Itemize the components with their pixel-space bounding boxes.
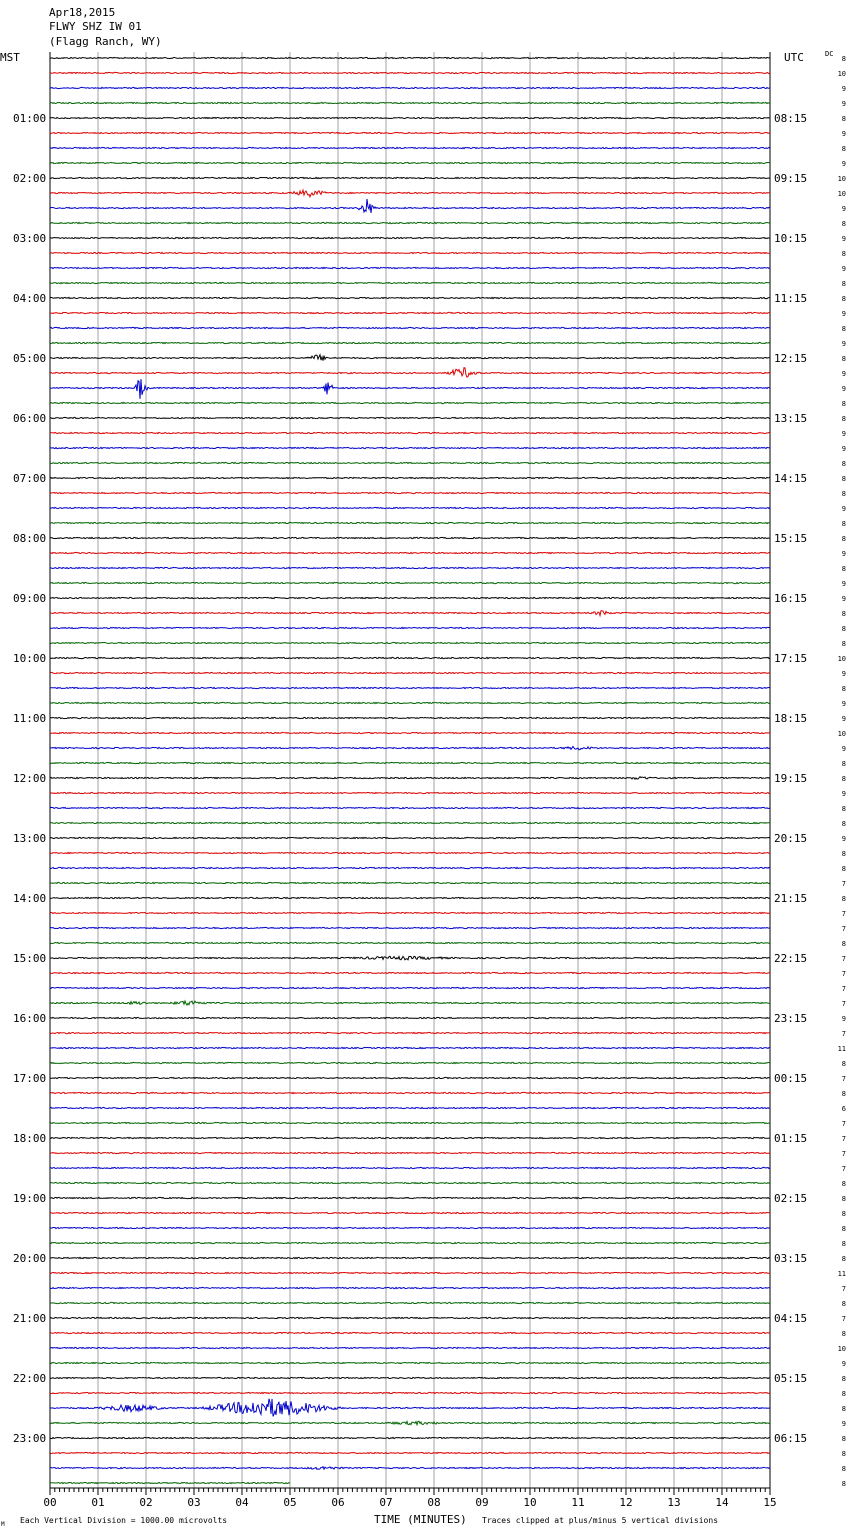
trace-row: [50, 1227, 770, 1228]
trace-row: [50, 837, 770, 838]
dc-offset-label: 8: [841, 1180, 846, 1188]
trace-row: [50, 252, 770, 253]
dc-offset-label: 8: [841, 280, 846, 288]
clip-note: Traces clipped at plus/minus 5 vertical divisions: [482, 1516, 719, 1525]
mst-hour-label: 06:00: [13, 412, 47, 425]
dc-offset-label: 8: [841, 1210, 846, 1218]
mst-hour-label: 12:00: [13, 772, 47, 785]
mst-hour-label: 10:00: [13, 652, 47, 665]
trace-row: [50, 162, 770, 163]
dc-offset-label: 8: [841, 460, 846, 468]
x-tick-label: 12: [619, 1496, 633, 1509]
dc-offset-label: 8: [841, 820, 846, 828]
right-timezone-label: UTC: [784, 51, 804, 64]
dc-offset-label: 8: [841, 610, 846, 618]
dc-offset-label: 7: [841, 1000, 846, 1008]
trace-row: [50, 717, 770, 718]
trace-row: [50, 912, 770, 913]
utc-hour-label: 05:15: [774, 1372, 808, 1385]
dc-offset-label: 9: [841, 430, 846, 438]
dc-offset-label: 7: [841, 1150, 846, 1158]
dc-offset-label: 9: [841, 550, 846, 558]
x-tick-label: 10: [523, 1496, 537, 1509]
trace-row: [50, 282, 770, 283]
utc-hour-label: 13:15: [774, 412, 808, 425]
mst-hour-labels: [13, 112, 46, 1445]
trace-row: [50, 882, 770, 883]
dc-offset-label: 8: [841, 1480, 846, 1488]
trace-row: [50, 611, 770, 616]
trace-row: [50, 822, 770, 823]
utc-hour-label: 16:15: [774, 592, 808, 605]
trace-row: [50, 477, 770, 478]
utc-hour-label: 06:15: [774, 1432, 808, 1445]
utc-hour-label: 10:15: [774, 232, 808, 245]
trace-row: [50, 1032, 770, 1033]
trace-row: [50, 432, 770, 433]
trace-row: [50, 117, 770, 118]
utc-hour-label: 23:15: [774, 1012, 808, 1025]
x-tick-label: 06: [331, 1496, 345, 1509]
trace-row: [50, 642, 770, 643]
trace-row: [50, 747, 770, 750]
trace-row: [50, 1122, 770, 1123]
trace-row: [50, 1347, 770, 1348]
mst-hour-label: 19:00: [13, 1192, 47, 1205]
trace-row: [50, 1197, 770, 1198]
utc-hour-label: 02:15: [774, 1192, 808, 1205]
dc-offset-label: 6: [841, 1105, 846, 1113]
trace-row: [50, 355, 770, 361]
left-timezone-label: MST: [0, 51, 20, 64]
seismic-traces: [50, 57, 770, 1483]
trace-row: [50, 987, 770, 988]
x-tick-label: 05: [283, 1496, 297, 1509]
trace-row: [50, 1182, 770, 1183]
trace-row: [50, 1212, 770, 1213]
dc-offset-label: 8: [841, 1375, 846, 1383]
dc-offset-label: 9: [841, 745, 846, 753]
mst-hour-label: 23:00: [13, 1432, 47, 1445]
dc-offset-label: 7: [841, 1075, 846, 1083]
trace-row: [50, 1452, 770, 1453]
mst-hour-label: 15:00: [13, 952, 47, 965]
dc-offset-label: 8: [841, 565, 846, 573]
trace-row: [50, 1272, 770, 1273]
x-tick-label: 02: [139, 1496, 153, 1509]
trace-row: [50, 867, 770, 868]
x-tick-label: 03: [187, 1496, 201, 1509]
dc-offset-label: 9: [841, 85, 846, 93]
dc-offset-label: 10: [837, 1345, 846, 1353]
dc-offset-label: 7: [841, 955, 846, 963]
dc-offset-label: 8: [841, 415, 846, 423]
trace-row: [50, 507, 770, 508]
dc-offset-label: 9: [841, 505, 846, 513]
utc-hour-label: 04:15: [774, 1312, 808, 1325]
trace-row: [50, 672, 770, 673]
trace-row: [50, 312, 770, 313]
dc-offset-label: 8: [841, 1195, 846, 1203]
dc-offset-label: 8: [841, 1405, 846, 1413]
trace-row: [50, 582, 770, 583]
dc-offset-label: 9: [841, 835, 846, 843]
dc-offset-label: 10: [837, 190, 846, 198]
mst-hour-label: 07:00: [13, 472, 47, 485]
dc-offset-label: 10: [837, 70, 846, 78]
utc-hour-label: 18:15: [774, 712, 808, 725]
x-axis-title: TIME (MINUTES): [374, 1513, 467, 1526]
utc-hour-label: 22:15: [774, 952, 808, 965]
dc-offset-label: 8: [841, 805, 846, 813]
trace-row: [50, 368, 770, 378]
dc-offset-label: 8: [841, 220, 846, 228]
trace-row: [50, 1421, 770, 1425]
dc-offset-label: 7: [841, 925, 846, 933]
mst-hour-label: 22:00: [13, 1372, 47, 1385]
dc-offset-label: 9: [841, 715, 846, 723]
dc-column-label: DC: [825, 50, 834, 58]
trace-row: [50, 732, 770, 733]
trace-row: [50, 927, 770, 928]
trace-row: [50, 1377, 770, 1378]
mst-hour-label: 01:00: [13, 112, 47, 125]
dc-offset-label: 9: [841, 160, 846, 168]
trace-row: [50, 777, 770, 780]
utc-hour-label: 11:15: [774, 292, 808, 305]
dc-offset-label: 8: [841, 640, 846, 648]
dc-offset-label: 8: [841, 1225, 846, 1233]
x-tick-label: 07: [379, 1496, 393, 1509]
trace-row: [50, 627, 770, 628]
dc-offset-label: 9: [841, 670, 846, 678]
trace-row: [50, 807, 770, 808]
dc-offset-label: 8: [841, 1060, 846, 1068]
trace-row: [50, 72, 770, 73]
mst-hour-label: 18:00: [13, 1132, 47, 1145]
mst-hour-label: 13:00: [13, 832, 47, 845]
trace-row: [50, 1302, 770, 1303]
dc-offset-label: 8: [841, 1465, 846, 1473]
dc-offset-label: 9: [841, 310, 846, 318]
utc-hour-label: 15:15: [774, 532, 808, 545]
trace-row: [50, 57, 770, 58]
trace-row: [50, 147, 770, 148]
x-tick-label: 00: [43, 1496, 57, 1509]
dc-offset-label: 8: [841, 685, 846, 693]
dc-offset-label: 8: [841, 760, 846, 768]
dc-offset-label: 11: [837, 1270, 846, 1278]
trace-row: [50, 1467, 770, 1470]
x-tick-label: 15: [763, 1496, 777, 1509]
x-tick-label: 14: [715, 1496, 729, 1509]
dc-offset-column: [838, 55, 846, 1488]
dc-offset-label: 8: [841, 1435, 846, 1443]
trace-row: [50, 1047, 770, 1048]
trace-row: [50, 402, 770, 403]
utc-hour-label: 17:15: [774, 652, 808, 665]
trace-row: [50, 972, 770, 973]
dc-offset-label: 9: [841, 100, 846, 108]
dc-offset-label: 9: [841, 790, 846, 798]
dc-offset-label: 8: [841, 865, 846, 873]
trace-row: [50, 1392, 770, 1393]
dc-offset-label: 8: [841, 355, 846, 363]
dc-offset-label: 9: [841, 1420, 846, 1428]
trace-row: [50, 102, 770, 103]
dc-offset-label: 8: [841, 1090, 846, 1098]
dc-offset-label: 8: [841, 55, 846, 63]
time-axis: [43, 1488, 776, 1509]
utc-hour-label: 09:15: [774, 172, 808, 185]
trace-row: [50, 1062, 770, 1063]
trace-row: [50, 132, 770, 133]
dc-offset-label: 8: [841, 145, 846, 153]
trace-row: [50, 762, 770, 763]
trace-row: [50, 1287, 770, 1288]
trace-row: [50, 956, 770, 960]
utc-hour-label: 20:15: [774, 832, 808, 845]
utc-hour-label: 01:15: [774, 1132, 808, 1145]
utc-hour-label: 19:15: [774, 772, 808, 785]
dc-offset-label: 7: [841, 1285, 846, 1293]
trace-row: [50, 1017, 770, 1018]
trace-row: [50, 1482, 290, 1483]
trace-row: [50, 267, 770, 268]
utc-hour-label: 12:15: [774, 352, 808, 365]
trace-row: [50, 417, 770, 418]
dc-offset-label: 8: [841, 115, 846, 123]
dc-offset-label: 8: [841, 1450, 846, 1458]
x-tick-label: 13: [667, 1496, 681, 1509]
mst-hour-label: 05:00: [13, 352, 47, 365]
dc-offset-label: 7: [841, 970, 846, 978]
mst-hour-label: 08:00: [13, 532, 47, 545]
mst-hour-label: 20:00: [13, 1252, 47, 1265]
dc-offset-label: 8: [841, 1390, 846, 1398]
dc-offset-label: 11: [837, 1045, 846, 1053]
dc-offset-label: 9: [841, 1015, 846, 1023]
trace-row: [50, 1001, 770, 1005]
trace-row: [50, 447, 770, 448]
dc-offset-label: 8: [841, 775, 846, 783]
trace-row: [50, 552, 770, 553]
x-tick-label: 01: [91, 1496, 105, 1509]
dc-offset-label: 7: [841, 1135, 846, 1143]
dc-offset-label: 9: [841, 205, 846, 213]
trace-row: [50, 492, 770, 493]
dc-offset-label: 8: [841, 475, 846, 483]
x-tick-label: 08: [427, 1496, 441, 1509]
trace-row: [50, 1242, 770, 1243]
utc-hour-label: 08:15: [774, 112, 808, 125]
dc-offset-label: 9: [841, 340, 846, 348]
dc-offset-label: 7: [841, 1165, 846, 1173]
trace-row: [50, 1257, 770, 1258]
trace-row: [50, 177, 770, 178]
trace-row: [50, 702, 770, 703]
dc-offset-label: 7: [841, 985, 846, 993]
dc-offset-label: 10: [837, 175, 846, 183]
dc-offset-label: 8: [841, 940, 846, 948]
trace-row: [50, 297, 770, 298]
trace-row: [50, 87, 770, 88]
trace-row: [50, 342, 770, 343]
dc-offset-label: 8: [841, 625, 846, 633]
mst-hour-label: 16:00: [13, 1012, 47, 1025]
trace-row: [50, 852, 770, 853]
trace-row: [50, 567, 770, 568]
mst-hour-label: 09:00: [13, 592, 47, 605]
trace-row: [50, 327, 770, 328]
dc-offset-label: 9: [841, 445, 846, 453]
dc-offset-label: 7: [841, 880, 846, 888]
trace-row: [50, 942, 770, 943]
trace-row: [50, 237, 770, 238]
trace-row: [50, 222, 770, 223]
dc-offset-label: 8: [841, 850, 846, 858]
dc-offset-label: 7: [841, 1030, 846, 1038]
header-date: Apr18,2015: [49, 6, 116, 19]
x-tick-label: 11: [571, 1496, 585, 1509]
trace-row: [50, 897, 770, 898]
utc-hour-label: 21:15: [774, 892, 808, 905]
dc-offset-label: 8: [841, 295, 846, 303]
trace-row: [50, 462, 770, 463]
trace-row: [50, 792, 770, 793]
dc-offset-label: 7: [841, 1120, 846, 1128]
dc-offset-label: 8: [841, 1240, 846, 1248]
trace-row: [50, 657, 770, 658]
mst-hour-label: 03:00: [13, 232, 47, 245]
dc-offset-label: 7: [841, 910, 846, 918]
dc-offset-label: 9: [841, 595, 846, 603]
mst-hour-label: 11:00: [13, 712, 47, 725]
trace-row: [50, 1167, 770, 1168]
dc-offset-label: 8: [841, 1330, 846, 1338]
utc-hour-label: 03:15: [774, 1252, 808, 1265]
dc-offset-label: 8: [841, 325, 846, 333]
trace-row: [50, 1399, 770, 1417]
dc-offset-label: 8: [841, 895, 846, 903]
dc-offset-label: 9: [841, 235, 846, 243]
header-location: (Flagg Ranch, WY): [49, 35, 162, 48]
dc-offset-label: 9: [841, 130, 846, 138]
mst-hour-label: 02:00: [13, 172, 47, 185]
dc-offset-label: 10: [837, 655, 846, 663]
trace-row: [50, 537, 770, 538]
header-station: FLWY SHZ IW 01: [49, 20, 142, 33]
mst-hour-label: 21:00: [13, 1312, 47, 1325]
dc-offset-label: 8: [841, 535, 846, 543]
trace-row: [50, 597, 770, 598]
utc-hour-labels: [774, 112, 807, 1445]
mst-hour-label: 17:00: [13, 1072, 47, 1085]
trace-row: [50, 1092, 770, 1093]
trace-row: [50, 522, 770, 523]
utc-hour-label: 00:15: [774, 1072, 808, 1085]
dc-offset-label: 9: [841, 265, 846, 273]
mst-hour-label: 04:00: [13, 292, 47, 305]
dc-offset-label: 8: [841, 1255, 846, 1263]
trace-row: [50, 1152, 770, 1153]
dc-offset-label: 9: [841, 1360, 846, 1368]
trace-row: [50, 1317, 770, 1318]
dc-offset-label: 8: [841, 1300, 846, 1308]
x-tick-label: 04: [235, 1496, 249, 1509]
dc-offset-label: 8: [841, 400, 846, 408]
trace-row: [50, 1332, 770, 1333]
trace-row: [50, 190, 770, 197]
trace-row: [50, 199, 770, 213]
scale-note: Each Vertical Division = 1000.00 microvolts: [20, 1516, 228, 1525]
trace-row: [50, 1077, 770, 1078]
trace-row: [50, 687, 770, 688]
trace-row: [50, 1137, 770, 1138]
dc-offset-label: 9: [841, 385, 846, 393]
dc-offset-label: 8: [841, 250, 846, 258]
trace-row: [50, 1437, 770, 1438]
dc-offset-label: 8: [841, 490, 846, 498]
dc-offset-label: 9: [841, 700, 846, 708]
trace-row: [50, 1107, 770, 1108]
utc-hour-label: 14:15: [774, 472, 808, 485]
dc-offset-label: 10: [837, 730, 846, 738]
trace-row: [50, 1362, 770, 1363]
corner-mark: M: [1, 1521, 5, 1528]
dc-offset-label: 8: [841, 520, 846, 528]
dc-offset-label: 9: [841, 580, 846, 588]
mst-hour-label: 14:00: [13, 892, 47, 905]
x-tick-label: 09: [475, 1496, 489, 1509]
dc-offset-label: 7: [841, 1315, 846, 1323]
trace-row: [50, 379, 770, 399]
dc-offset-label: 9: [841, 370, 846, 378]
